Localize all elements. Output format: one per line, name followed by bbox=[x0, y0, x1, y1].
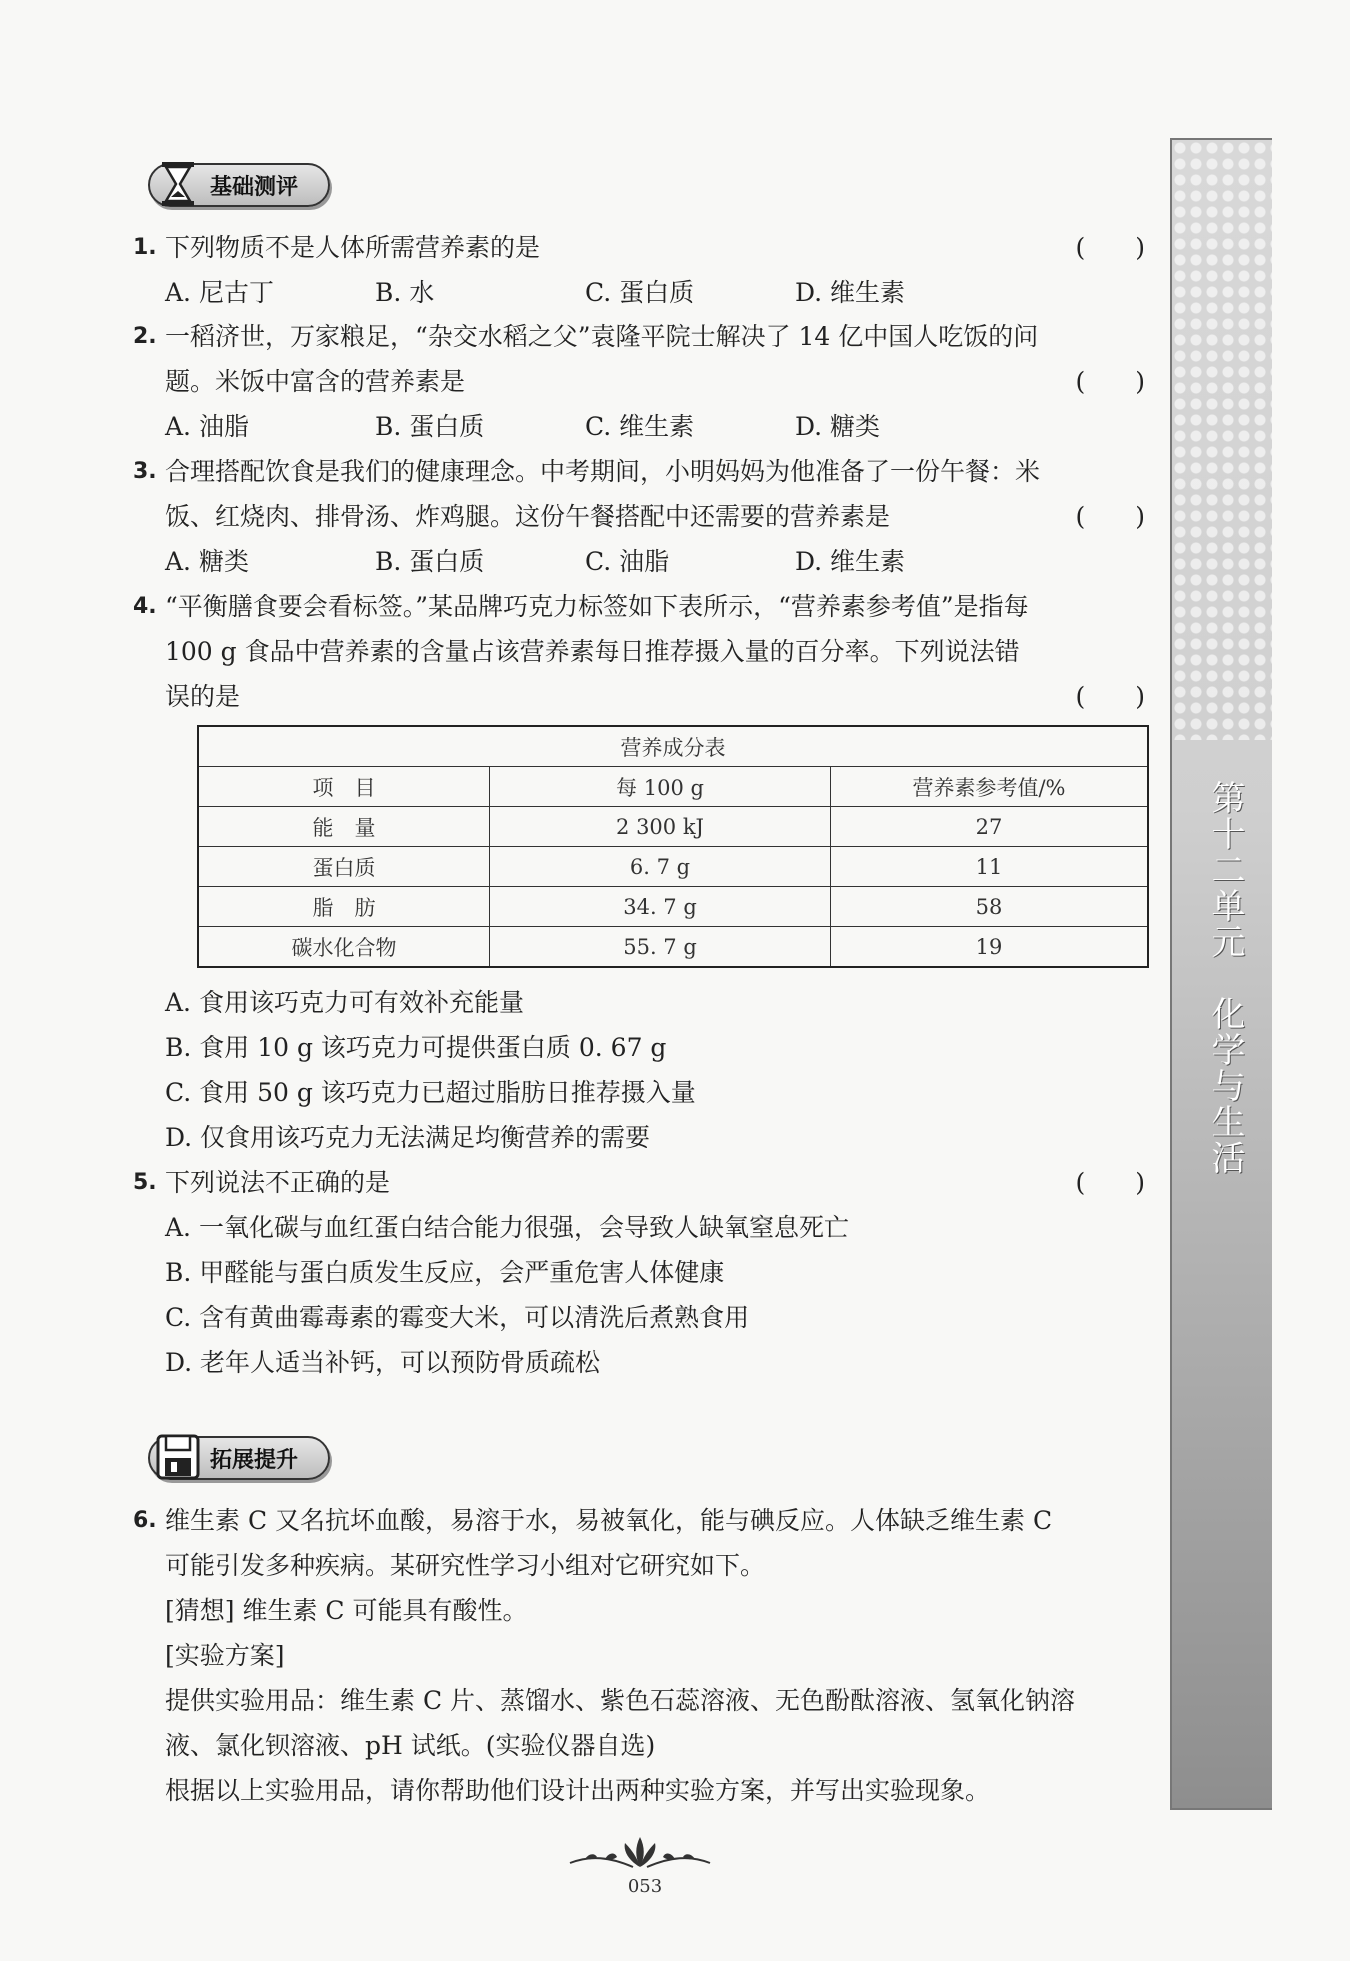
option-d[interactable]: D. 老年人适当补钙，可以预防骨质疏松 bbox=[165, 1348, 601, 1377]
question-4-options bbox=[165, 980, 1150, 1160]
table-cell: 55. 7 g bbox=[490, 927, 831, 968]
table-title: 营养成分表 bbox=[198, 726, 1148, 767]
question-text: 液、氯化钡溶液、pH 试纸。(实验仪器自选) bbox=[165, 1731, 656, 1760]
answer-blank[interactable]: ( ) bbox=[1075, 1168, 1145, 1197]
options bbox=[165, 539, 1150, 584]
question-number: 2. bbox=[133, 324, 157, 349]
table-cell: 2 300 kJ bbox=[490, 807, 831, 847]
hourglass-icon bbox=[156, 159, 200, 209]
table-cell: 能 量 bbox=[198, 807, 490, 847]
table-cell: 蛋白质 bbox=[198, 847, 490, 887]
question-number: 3. bbox=[133, 459, 157, 484]
table-cell: 58 bbox=[831, 887, 1149, 927]
option-b[interactable]: B. 食用 10 g 该巧克力可提供蛋白质 0. 67 g bbox=[165, 1033, 667, 1062]
answer-blank[interactable]: ( ) bbox=[1075, 682, 1145, 711]
section-title: 基础测评 bbox=[210, 174, 299, 200]
table-row bbox=[198, 807, 1148, 847]
table-row bbox=[198, 847, 1148, 887]
option-c[interactable]: C. 食用 50 g 该巧克力已超过脂肪日推荐摄入量 bbox=[165, 1078, 696, 1107]
answer-blank[interactable]: ( ) bbox=[1075, 502, 1145, 531]
question-text: 合理搭配饮食是我们的健康理念。中考期间，小明妈妈为他准备了一份午餐：米 bbox=[165, 457, 1041, 486]
section-header-basic bbox=[148, 163, 330, 207]
table-row bbox=[198, 927, 1148, 968]
table-cell: 6. 7 g bbox=[490, 847, 831, 887]
table-header-row bbox=[198, 767, 1148, 807]
question-text: 维生素 C 又名抗坏血酸，易溶于水，易被氧化，能与碘反应。人体缺乏维生素 C bbox=[165, 1506, 1053, 1535]
question-text: 可能引发多种疾病。某研究性学习小组对它研究如下。 bbox=[165, 1551, 766, 1580]
table-cell: 27 bbox=[831, 807, 1149, 847]
option-a[interactable]: A. 一氧化碳与血红蛋白结合能力很强，会导致人缺氧窒息死亡 bbox=[165, 1213, 849, 1242]
question-text: 题。米饭中富含的营养素是 bbox=[165, 367, 466, 396]
table-cell: 脂 肪 bbox=[198, 887, 490, 927]
question-6 bbox=[133, 1498, 1150, 1813]
option-b[interactable]: B. 水 bbox=[375, 278, 435, 307]
section-title: 拓展提升 bbox=[210, 1447, 299, 1473]
option-c[interactable]: C. 维生素 bbox=[585, 412, 695, 441]
question-3 bbox=[133, 449, 1150, 584]
option-a[interactable]: A. 糖类 bbox=[165, 547, 249, 576]
floppy-disk-icon bbox=[156, 1432, 200, 1482]
question-text: “平衡膳食要会看标签。”某品牌巧克力标签如下表所示，“营养素参考值”是指每 bbox=[165, 592, 1029, 621]
table-header: 项 目 bbox=[198, 767, 490, 807]
option-b[interactable]: B. 甲醛能与蛋白质发生反应，会严重危害人体健康 bbox=[165, 1258, 725, 1287]
question-text: 提供实验用品：维生素 C 片、蒸馏水、紫色石蕊溶液、无色酚酞溶液、氢氧化钠溶 bbox=[165, 1686, 1076, 1715]
option-b[interactable]: B. 蛋白质 bbox=[375, 547, 485, 576]
option-c[interactable]: C. 含有黄曲霉毒素的霉变大米，可以清洗后煮熟食用 bbox=[165, 1303, 750, 1332]
options bbox=[165, 270, 1150, 315]
option-a[interactable]: A. 油脂 bbox=[165, 412, 249, 441]
table-header: 营养素参考值/% bbox=[831, 767, 1149, 807]
table-header: 每 100 g bbox=[490, 767, 831, 807]
unit-title: 第十二单元 化学与生活 bbox=[1205, 780, 1245, 1176]
question-text: 一稻济世，万家粮足，“杂交水稻之父”袁隆平院士解决了 14 亿中国人吃饭的问 bbox=[165, 322, 1039, 351]
option-a[interactable]: A. 食用该巧克力可有效补充能量 bbox=[165, 988, 524, 1017]
question-5 bbox=[133, 1160, 1150, 1385]
answer-blank[interactable]: ( ) bbox=[1075, 233, 1145, 262]
question-text: 饭、红烧肉、排骨汤、炸鸡腿。这份午餐搭配中还需要的营养素是 bbox=[165, 502, 891, 531]
question-text: 误的是 bbox=[165, 682, 241, 711]
question-1 bbox=[133, 225, 1150, 315]
question-2 bbox=[133, 314, 1150, 449]
table-cell: 11 bbox=[831, 847, 1149, 887]
table-cell: 19 bbox=[831, 927, 1149, 968]
table-row bbox=[198, 887, 1148, 927]
table-cell: 碳水化合物 bbox=[198, 927, 490, 968]
question-text: 根据以上实验用品，请你帮助他们设计出两种实验方案，并写出实验现象。 bbox=[165, 1776, 991, 1805]
question-number: 4. bbox=[133, 594, 157, 619]
option-d[interactable]: D. 维生素 bbox=[795, 547, 906, 576]
section-header-advanced bbox=[148, 1436, 330, 1480]
option-d[interactable]: D. 仅食用该巧克力无法满足均衡营养的需要 bbox=[165, 1123, 651, 1152]
unit-side-tab bbox=[1170, 138, 1272, 1810]
option-d[interactable]: D. 维生素 bbox=[795, 278, 906, 307]
question-text: 100 g 食品中营养素的含量占该营养素每日推荐摄入量的百分率。下列说法错 bbox=[165, 637, 1020, 666]
page-number: 053 bbox=[627, 1876, 663, 1897]
question-text: 下列物质不是人体所需营养素的是 bbox=[165, 233, 541, 262]
option-b[interactable]: B. 蛋白质 bbox=[375, 412, 485, 441]
option-a[interactable]: A. 尼古丁 bbox=[165, 278, 274, 307]
options bbox=[165, 404, 1150, 449]
table-cell: 34. 7 g bbox=[490, 887, 831, 927]
question-text: [猜想] 维生素 C 可能具有酸性。 bbox=[165, 1596, 528, 1625]
question-number: 5. bbox=[133, 1170, 157, 1195]
question-text: 下列说法不正确的是 bbox=[165, 1168, 391, 1197]
option-c[interactable]: C. 油脂 bbox=[585, 547, 670, 576]
answer-blank[interactable]: ( ) bbox=[1075, 367, 1145, 396]
nutrition-table bbox=[197, 725, 1149, 968]
question-number: 6. bbox=[133, 1508, 157, 1533]
question-number: 1. bbox=[133, 235, 157, 260]
question-4 bbox=[133, 584, 1150, 719]
option-d[interactable]: D. 糖类 bbox=[795, 412, 881, 441]
leaf-ornament-icon bbox=[565, 1833, 715, 1873]
option-c[interactable]: C. 蛋白质 bbox=[585, 278, 695, 307]
question-text: [实验方案] bbox=[165, 1641, 285, 1670]
